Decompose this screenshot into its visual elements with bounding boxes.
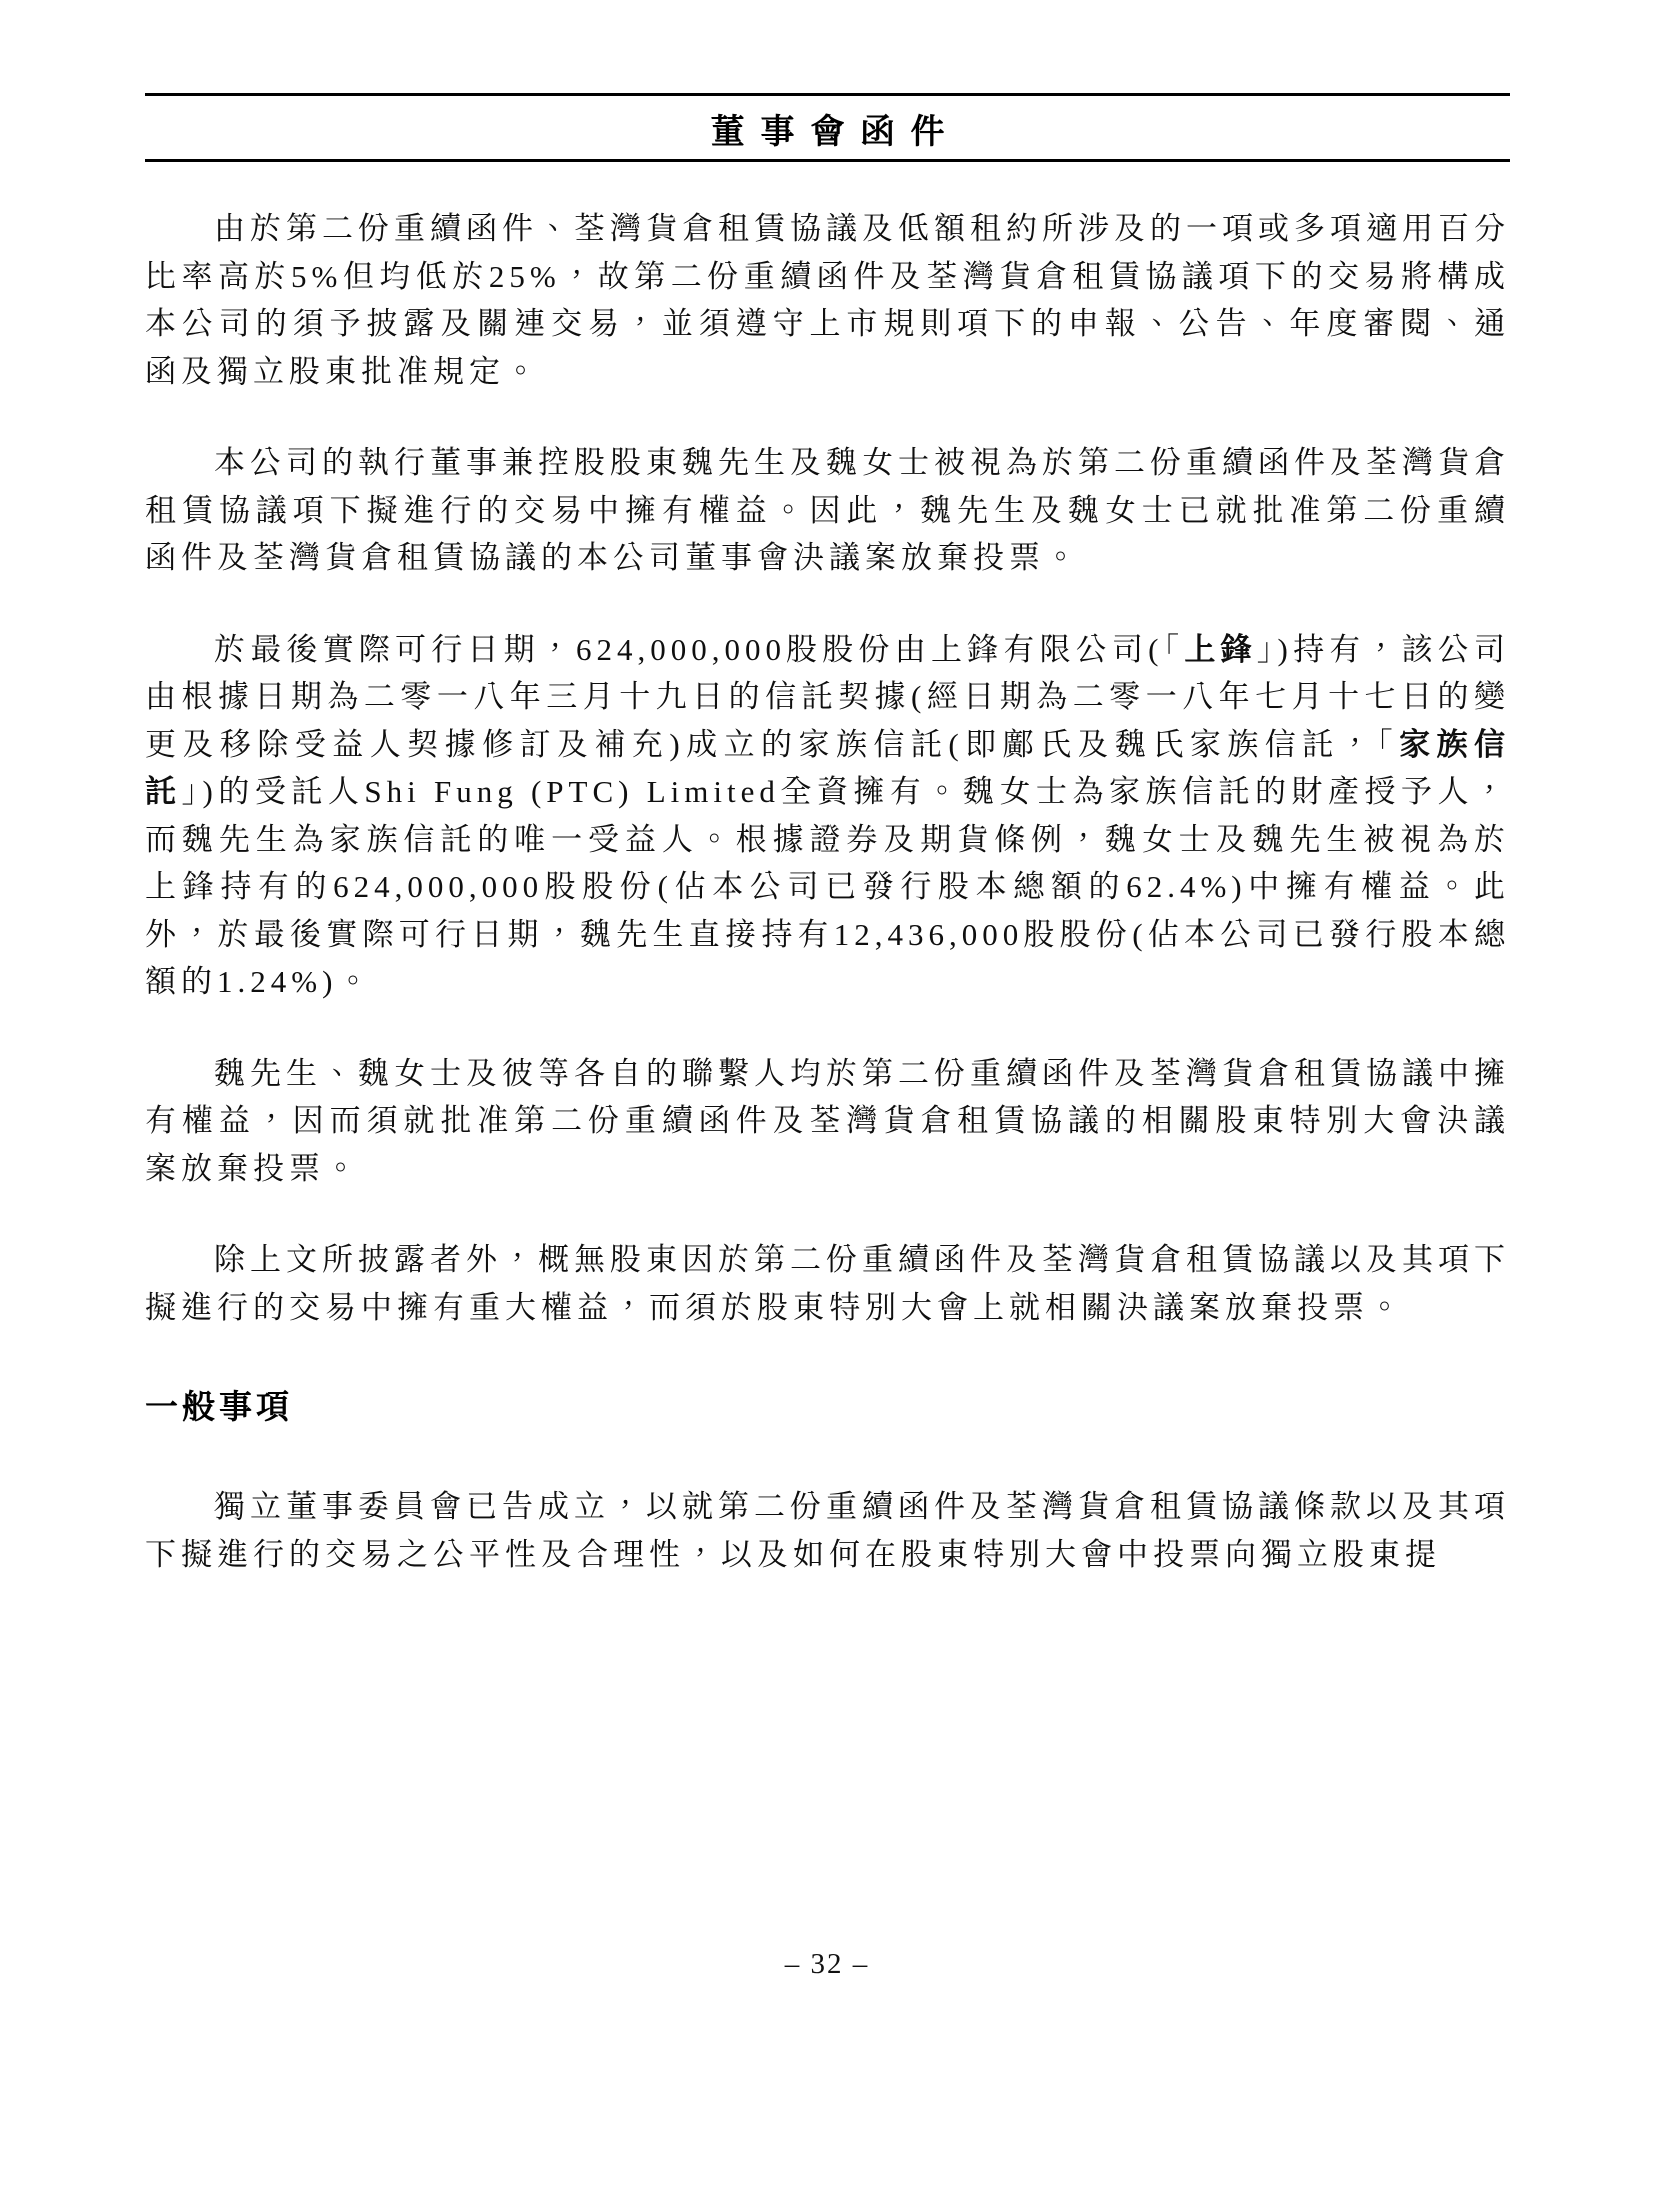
paragraph-3-segment-post: 」)的受託人Shi Fung (PTC) Limited全資擁有。魏女士為家族信託的財產授予人，而魏先生為家族信託的唯一受益人。根據證券及期貨條例，魏女士及魏先生被視為於上鋒持有的624,000,000股股份(佔本公司已發行股本總額的62.4%)中擁有權益。此外，於最後實際可行日期，魏先生直接持有12,436,000股股份(佔本公司已發行股本總額的1.24%)。	[145, 774, 1511, 999]
paragraph-no-other-shareholders: 除上文所披露者外，概無股東因於第二份重續函件及荃灣貨倉租賃協議以及其項下擬進行的交易中擁有重大權益，而須於股東特別大會上就相關決議案放棄投票。	[145, 1242, 1510, 1325]
section-heading-general-matters: 一般事項	[145, 1388, 293, 1425]
paragraph-shareholding-structure	[145, 626, 1510, 1006]
document-body	[145, 205, 1510, 1578]
paragraph-3-segment-pre: 於最後實際可行日期，624,000,000股股份由上鋒有限公司(「	[214, 631, 1185, 667]
header-bottom-rule	[145, 159, 1510, 162]
defined-term-family-trust: 家族信託	[145, 726, 1510, 809]
paragraph-independent-board-committee: 獨立董事委員會已告成立，以就第二份重續函件及荃灣貨倉租賃協議條款以及其項下擬進行的交易之公平性及合理性，以及如何在股東特別大會中投票向獨立股東提	[145, 1489, 1510, 1572]
paragraph-associates-abstain-egm: 魏先生、魏女士及彼等各自的聯繫人均於第二份重續函件及荃灣貨倉租賃協議中擁有權益，因而須就批准第二份重續函件及荃灣貨倉租賃協議的相關股東特別大會決議案放棄投票。	[145, 1055, 1510, 1186]
content-area	[145, 0, 1510, 1578]
paragraph-percentage-ratios: 由於第二份重續函件、荃灣貨倉租賃協議及低額租約所涉及的一項或多項適用百分比率高於5%但均低於25%，故第二份重續函件及荃灣貨倉租賃協議項下的交易將構成本公司的須予披露及關連交易，並須遵守上市規則項下的申報、公告、年度審閱、通函及獨立股東批准規定。	[145, 211, 1510, 389]
page-header	[145, 0, 1510, 162]
paragraph-directors-abstain-board: 本公司的執行董事兼控股股東魏先生及魏女士被視為於第二份重續函件及荃灣貨倉租賃協議項下擬進行的交易中擁有權益。因此，魏先生及魏女士已就批准第二份重續函件及荃灣貨倉租賃協議的本公司董事會決議案放棄投票。	[145, 445, 1510, 575]
page-number: – 32 –	[784, 1948, 870, 1980]
page-title: 董事會函件	[710, 113, 961, 151]
defined-term-sheung-fung: 上鋒	[1184, 631, 1257, 667]
paragraph-3-segment-mid: 」)持有，該公司由根據日期為二零一八年三月十九日的信託契據(經日期為二零一八年七月十七日的變更及移除受益人契據修訂及補充)成立的家族信託(即鄺氏及魏氏家族信託，「	[145, 631, 1511, 762]
